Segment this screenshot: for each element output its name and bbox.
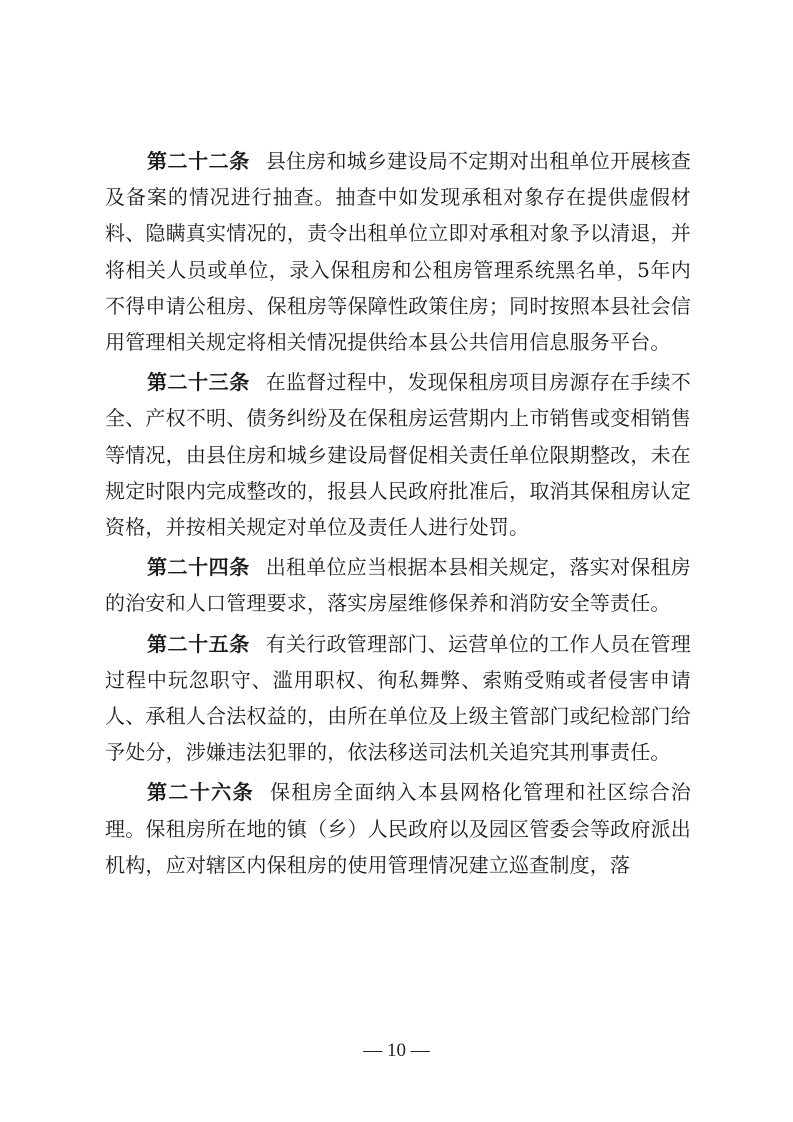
article-23 [105,364,691,545]
article-text: 在监督过程中，发现保租房项目房源存在手续不全、产权不明、债务纠纷及在保租房运营期内上市销售或变相销售等情况，由县住房和城乡建设局督促相关责任单位限期整改，未在规定时限内完成整改的，报县人民政府批准后，取消其保租房认定资格，并按相关规定对单位及责任人进行处罚。 [105,370,692,540]
article-22 [105,143,691,360]
article-26 [105,774,691,883]
article-title: 第二十四条 [147,555,250,580]
article-25 [105,626,691,771]
article-text: 县住房和城乡建设局不定期对出租单位开展核查及备案的情况进行抽查。抽查中如发现承租对象存在提供虚假材料、隐瞒真实情况的，责令出租单位立即对承租对象予以清退，并将相关人员或单位，录入保租房和公租房管理系统黑名单，5年内不得申请公租房、保租房等保障性政策住房；同时按照本县社会信用管理相关规定将相关情况提供给本县公共信用信息服务平台。 [105,149,692,355]
article-24 [105,549,691,621]
article-title: 第二十六条 [147,780,254,805]
article-text: 出租单位应当根据本县相关规定，落实对保租房的治安和人口管理要求，落实房屋维修保养和消防安全等责任。 [105,555,692,616]
article-text: 有关行政管理部门、运营单位的工作人员在管理过程中玩忽职守、滥用职权、徇私舞弊、索贿受贿或者侵害申请人、承租人合法权益的，由所在单位及上级主管部门或纪检部门给予处分，涉嫌违法犯罪的，依法移送司法机关追究其刑事责任。 [105,631,692,765]
article-title: 第二十五条 [147,631,250,656]
page-number: — 10 — [363,1040,430,1061]
article-title: 第二十三条 [147,370,250,395]
article-text: 保租房全面纳入本县网格化管理和社区综合治理。保租房所在地的镇（乡）人民政府以及园区管委会等政府派出机构，应对辖区内保租房的使用管理情况建立巡查制度，落 [105,780,692,877]
document-body [105,143,691,887]
article-title: 第二十二条 [147,149,250,173]
